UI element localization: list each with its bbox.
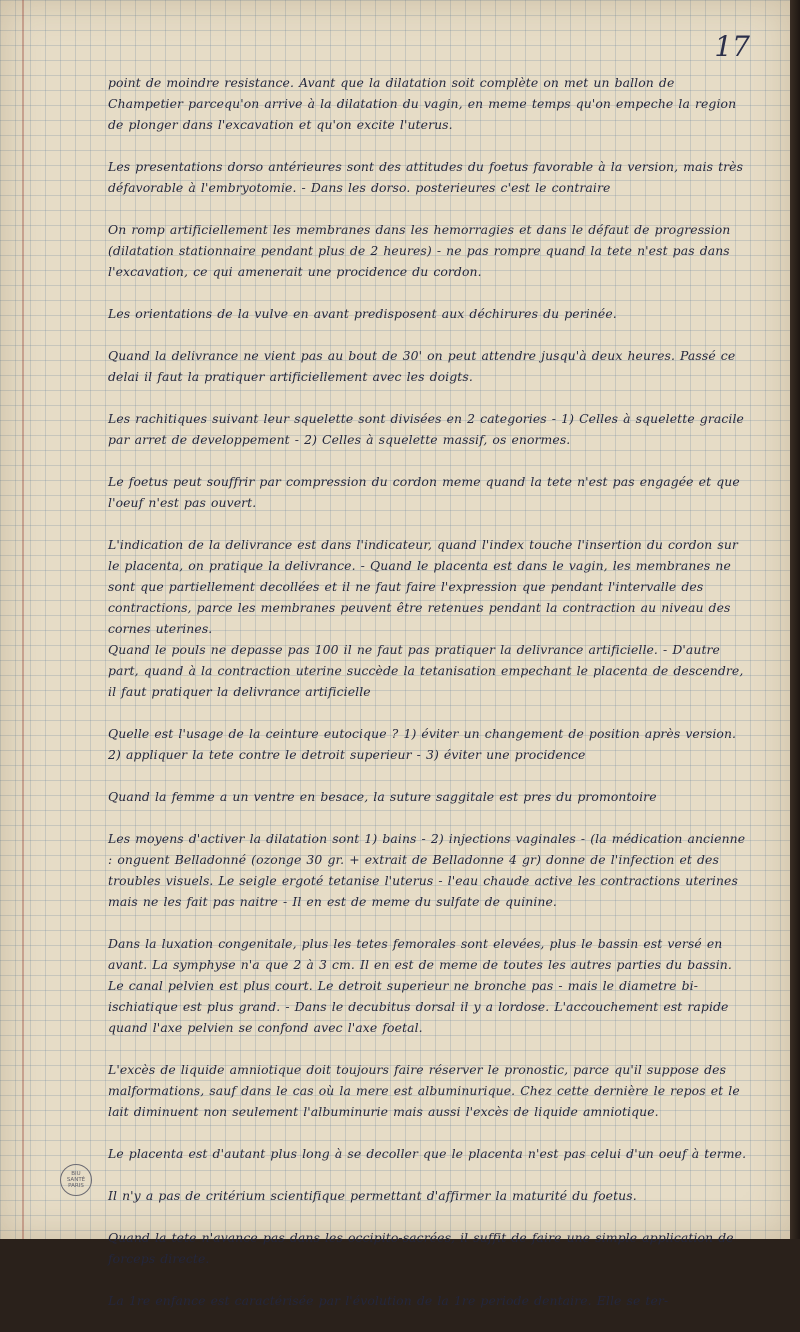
paragraph-liquide-amniotique: L'excès de liquide amniotique doit toujours faire réserver le pronostic, parce qu'il suppose des malformations, sauf dans le cas où la mere est albuminurique. Chez cette dernière le repos et le lait diminuent non seulement l'albuminurie mais aussi l'excès de liquide amniotique.	[108, 1062, 740, 1119]
paragraph-orientation-vulve: Les orientations de la vulve en avant predisposent aux déchirures du perinée.	[108, 306, 617, 321]
paragraph-ceinture-eutocique: Quelle est l'usage de la ceinture eutocique ? 1) éviter un changement de position après version. 2) appliquer la tete contre le detroit superieur - 3) éviter une procidence	[108, 726, 737, 762]
handwritten-text	[108, 72, 748, 1332]
library-stamp	[60, 1164, 92, 1196]
paragraph-delivrance-delai: Quand la delivrance ne vient pas au bout de 30' on peut attendre jusqu'à deux heures. Passé ce delai il faut la pratiquer artificiellement avec les doigts.	[108, 348, 736, 384]
paragraph-presentations-dorso: Les presentations dorso antérieures sont des attitudes du foetus favorable à la version, mais très défavorable à l'embryotomie. - Dans les dorso. posterieures c'est le contraire	[108, 159, 744, 195]
paragraph-ventre-besace: Quand la femme a un ventre en besace, la suture saggitale est pres du promontoire	[108, 789, 657, 804]
notebook-binding-edge	[790, 0, 800, 1239]
paragraph-indication-delivrance: L'indication de la delivrance est dans l'indicateur, quand l'index touche l'insertion du cordon sur le placenta, on pratique la delivrance. - Quand le placenta est dans le vagin, les membranes ne sont que partiellement decollées et il ne faut faire l'expression que pendant l'intervalle des contractions, parce les membranes peuvent être retenues pendant la contraction au niveau des cornes uterines.	[108, 537, 738, 636]
paragraph-dilatation-ballon: point de moindre resistance. Avant que la dilatation soit complète on met un ballon de Champetier parcequ'on arrive à la dilatation du vagin, en meme temps qu'on empeche la region de plonger dans l'excavation et qu'on excite l'uterus.	[108, 75, 737, 132]
paragraph-forceps: Quand la tete n'avance pas dans les occipito-sacrées, il suffit de faire une simple application de forceps directe.	[108, 1230, 734, 1266]
paragraph-pouls-delivrance: Quand le pouls ne depasse pas 100 il ne faut pas pratiquer la delivrance artificielle. - D'autre part, quand à la contraction uterine succède la tetanisation empechant le placenta de descendre, il faut pratiquer la delivrance artificielle	[108, 642, 744, 699]
page-number: 17	[714, 30, 750, 63]
paragraph-moyens-dilatation: Les moyens d'activer la dilatation sont 1) bains - 2) injections vaginales - (la médication ancienne : onguent Belladonné (ozonge 30 gr. + extrait de Belladonne 4 gr) donne de l'infection et des troubles visuels. Le seigle ergoté tetanise l'uterus - l'eau chaude active les contractions uterines mais ne les fait pas naitre - Il en est de meme du sulfate de quinine.	[108, 831, 746, 909]
stamp-line: BIU	[71, 1171, 81, 1177]
margin-line	[22, 0, 24, 1239]
stamp-line: PARIS	[68, 1183, 84, 1189]
stamp-line: SANTÉ	[66, 1177, 86, 1183]
paragraph-maturite-foetus: Il n'y a pas de critérium scientifique permettant d'affirmer la maturité du foetus.	[108, 1188, 637, 1203]
paragraph-luxation-congenitale: Dans la luxation congenitale, plus les tetes femorales sont elevées, plus le bassin est versé en avant. La symphyse n'a que 2 à 3 cm. Il en est de meme de toutes les autres parties du bassin. Le canal pelvien est plus court. Le detroit superieur ne bronche pas - mais le diametre bi-ischiatique est plus grand. - Dans le decubitus dorsal il y a lordose. L'accouchement est rapide quand l'axe pelvien se confond avec l'axe foetal.	[108, 936, 732, 1035]
paragraph-rupture-membranes: On romp artificiellement les membranes dans les hemorragies et dans le défaut de progression (dilatation stationnaire pendant plus de 2 heures) - ne pas rompre quand la tete n'est pas dans l'excavation, ce qui amenerait une procidence du cordon.	[108, 222, 731, 279]
paragraph-rachitiques: Les rachitiques suivant leur squelette sont divisées en 2 categories - 1) Celles à squelette gracile par arret de developpement - 2) Celles à squelette massif, os enormes.	[108, 411, 744, 447]
paragraph-compression-cordon: Le foetus peut souffrir par compression du cordon meme quand la tete n'est pas engagée et que l'oeuf n'est pas ouvert.	[108, 474, 740, 510]
paragraph-premiere-enfance: La 1re enfance est caractérisée par l'évolution de la 1re periode dentaire. Elle se ter-	[108, 1293, 669, 1308]
paragraph-placenta-decollement: Le placenta est d'autant plus long à se decoller que le placenta n'est pas celui d'un oeuf à terme.	[108, 1146, 747, 1161]
